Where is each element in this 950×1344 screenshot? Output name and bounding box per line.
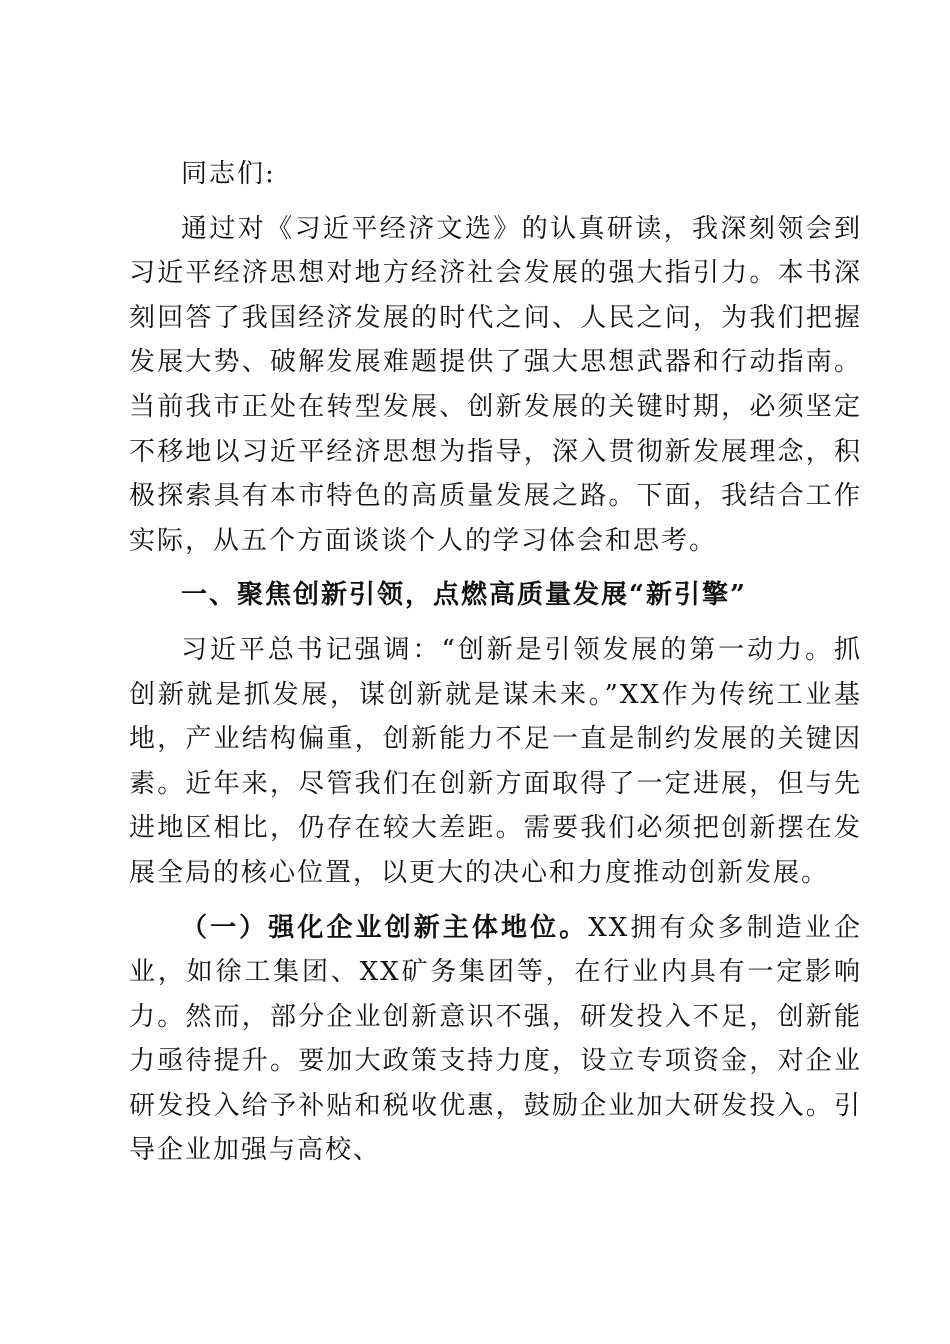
salutation: 同志们: xyxy=(181,159,276,189)
section-1-heading: 一、聚焦创新引领，点燃高质量发展“新引擎” xyxy=(181,580,747,611)
subsection-1-paragraph xyxy=(129,906,862,1174)
subsection-1-body: XX拥有众多制造业企业，如徐工集团、XX矿务集团等，在行业内具有一定影响力。然而，部分企业创新意识不强，研发投入不足，创新能力亟待提升。要加大政策支持力度，设立专项资金，对企业研发投入给予补贴和税收优惠，鼓励企业加大研发投入。引导企业加强与高校、 xyxy=(129,912,862,1166)
subsection-1-lead: （一）强化企业创新主体地位。 xyxy=(181,912,589,943)
intro-paragraph: 通过对《习近平经济文选》的认真研读，我深刻领会到习近平经济思想对地方经济社会发展的强大指引力。本书深刻回答了我国经济发展的时代之问、人民之问，为我们把握发展大势、破解发展难题提供了强大思想武器和行动指南。当前我市正处在转型发展、创新发展的关键时期，必须坚定不移地以习近平经济思想为指导，深入贯彻新发展理念，积极探索具有本市特色的高质量发展之路。下面，我结合工作实际，从五个方面谈谈个人的学习体会和思考。 xyxy=(129,213,862,556)
section-1-paragraph: 习近平总书记强调：“创新是引领发展的第一动力。抓创新就是抓发展，谋创新就是谋未来。”XX作为传统工业基地，产业结构偏重，创新能力不足一直是制约发展的关键因素。近年来，尽管我们在创新方面取得了一定进展，但与先进地区相比，仍存在较大差距。需要我们必须把创新摆在发展全局的核心位置，以更大的决心和力度推动创新发展。 xyxy=(129,634,862,888)
